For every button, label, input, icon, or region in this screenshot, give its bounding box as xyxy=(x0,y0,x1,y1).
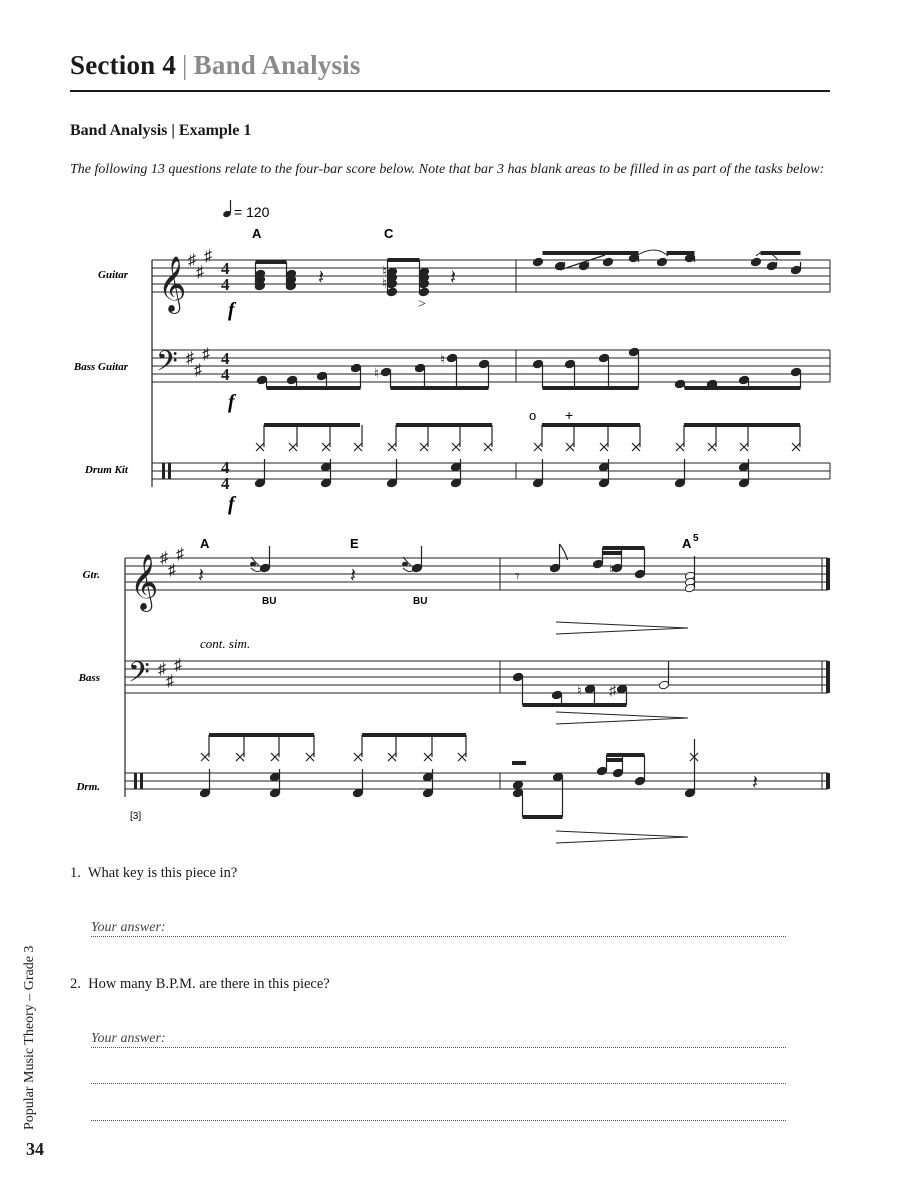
answer-label: Your answer: xyxy=(91,1031,166,1046)
cont-sim-text: cont. sim. xyxy=(200,636,251,651)
chord-symbol: A xyxy=(682,536,692,551)
tie xyxy=(636,250,668,256)
cymbal-x-notehead xyxy=(424,753,432,761)
instrument-label-drums: Drum Kit xyxy=(84,464,128,476)
question-number: 1. xyxy=(70,865,81,881)
grace-note xyxy=(250,562,256,566)
diminuendo-hairpin xyxy=(556,622,688,634)
natural-sign: ♮ xyxy=(577,683,582,698)
sharp-sign: ♯ xyxy=(186,350,194,367)
diminuendo-hairpin xyxy=(556,831,688,843)
cymbal-x-notehead xyxy=(420,443,428,451)
bass-clef: 𝄢 xyxy=(156,347,178,384)
page-number: 34 xyxy=(26,1139,44,1159)
quarter-rest: 𝄽 xyxy=(350,565,357,587)
cymbal-x-notehead xyxy=(306,753,314,761)
answer-label: Your answer: xyxy=(91,920,166,935)
bar-number: [3] xyxy=(130,811,142,822)
cymbal-x-notehead xyxy=(566,443,574,451)
percussion-clef xyxy=(168,463,171,479)
notehead xyxy=(602,257,613,267)
instrument-label-bass: Bass Guitar xyxy=(73,361,128,373)
question-2 xyxy=(70,976,330,993)
drum-closed-symbol: + xyxy=(565,407,574,423)
time-signature: 4 xyxy=(221,259,230,278)
bend-up-label: BU xyxy=(262,596,277,607)
chord-symbol: A xyxy=(200,536,210,551)
natural-sign: ♮ xyxy=(374,367,380,382)
cymbal-x-notehead xyxy=(256,443,264,451)
sharp-sign: ♯ xyxy=(174,657,182,674)
cymbal-x-notehead xyxy=(201,753,209,761)
sharp-sign: ♯ xyxy=(202,346,210,363)
example-title: Band Analysis | Example 1 xyxy=(70,122,252,139)
cymbal-x-notehead xyxy=(271,753,279,761)
tempo-marking xyxy=(222,200,269,220)
section-number: Section 4 xyxy=(70,50,177,80)
sharp-sign: ♯ xyxy=(176,546,184,563)
cymbal-x-notehead xyxy=(740,443,748,451)
treble-clef: 𝄞 xyxy=(130,556,159,609)
cymbal-x-notehead xyxy=(708,443,716,451)
question-number: 2. xyxy=(70,976,81,992)
cymbal-x-notehead xyxy=(458,753,466,761)
time-signature: 4 xyxy=(221,349,230,368)
instrument-label-gtr: Gtr. xyxy=(82,569,100,581)
sharp-sign: ♯ xyxy=(158,661,166,678)
notehead xyxy=(656,257,667,267)
cymbal-x-notehead xyxy=(452,443,460,451)
cymbal-x-notehead xyxy=(484,443,492,451)
cymbal-x-notehead xyxy=(534,443,542,451)
notehead xyxy=(750,257,761,267)
cymbal-x-notehead xyxy=(632,443,640,451)
sharp-sign: ♯ xyxy=(188,252,196,269)
sharp-sign: ♯ xyxy=(166,673,174,690)
percussion-clef xyxy=(162,463,165,479)
answer-line[interactable] xyxy=(91,936,786,937)
grace-note xyxy=(402,562,408,566)
accent-mark: > xyxy=(418,297,426,312)
treble-clef: 𝄞 xyxy=(158,258,187,311)
chord-symbol: A xyxy=(252,226,262,241)
quarter-rest: 𝄽 xyxy=(318,267,325,289)
percussion-clef xyxy=(134,773,137,789)
natural-sign: ♮ xyxy=(382,277,388,292)
question-text: What key is this piece in? xyxy=(87,865,238,881)
cymbal-x-notehead xyxy=(792,443,800,451)
question-text: How many B.P.M. are there in this piece? xyxy=(88,976,330,992)
half-rest xyxy=(512,761,526,765)
tempo-text: = 120 xyxy=(234,204,270,220)
cymbal-x-notehead xyxy=(354,753,362,761)
time-signature: 4 xyxy=(221,474,230,493)
instrument-label-guitar: Guitar xyxy=(98,269,128,281)
intro-text: The following 13 questions relate to the four-bar score below. Note that bar 3 has blank areas to be filled in as part of the tasks below: xyxy=(70,162,825,177)
diminuendo-hairpin xyxy=(556,712,688,724)
notehead xyxy=(532,257,543,267)
cymbal-x-notehead xyxy=(354,443,362,451)
natural-sign: ♮ xyxy=(382,265,388,280)
instrument-label-drm: Drm. xyxy=(76,781,100,793)
cymbal-x-notehead xyxy=(388,443,396,451)
chord-symbol: E xyxy=(350,536,359,551)
answer-line[interactable] xyxy=(91,1047,786,1048)
sharp-sign: ♯ xyxy=(194,362,202,379)
natural-sign: ♮ xyxy=(609,562,614,577)
cymbal-x-notehead xyxy=(388,753,396,761)
answer-line[interactable] xyxy=(91,1120,786,1121)
cymbal-x-notehead xyxy=(676,443,684,451)
drum-open-symbol: o xyxy=(529,408,537,423)
sharp-sign: ♯ xyxy=(204,248,212,265)
answer-line[interactable] xyxy=(91,1083,786,1084)
percussion-clef xyxy=(140,773,143,789)
section-title: Band Analysis xyxy=(193,50,361,80)
time-signature: 4 xyxy=(221,365,230,384)
dynamic-forte: f xyxy=(228,299,235,321)
cymbal-x-notehead xyxy=(322,443,330,451)
cymbal-x-notehead xyxy=(289,443,297,451)
dynamic-forte: f xyxy=(228,493,235,515)
bass-clef: 𝄢 xyxy=(128,658,150,695)
quarter-rest: 𝄽 xyxy=(450,267,457,289)
quarter-rest: 𝄽 xyxy=(198,565,205,587)
sharp-sign: ♯ xyxy=(196,264,204,281)
cymbal-x-notehead xyxy=(236,753,244,761)
dynamic-forte: f xyxy=(228,391,235,413)
time-signature: 4 xyxy=(221,275,230,294)
section-separator: | xyxy=(182,50,188,80)
eighth-rest: 𝄾 xyxy=(515,566,520,586)
natural-sign: ♮ xyxy=(440,353,446,368)
cymbal-x-notehead xyxy=(600,443,608,451)
book-title-sidebar: Popular Music Theory – Grade 3 xyxy=(22,945,37,1130)
sharp-sign: ♯ xyxy=(168,562,176,579)
time-signature: 4 xyxy=(221,458,230,477)
instrument-label-bass-short: Bass xyxy=(78,672,100,684)
chord-superscript: 5 xyxy=(693,533,699,544)
quarter-rest: 𝄽 xyxy=(752,772,759,794)
sharp-sign: ♯ xyxy=(609,684,616,699)
chord-symbol: C xyxy=(384,226,394,241)
sharp-sign: ♯ xyxy=(160,550,168,567)
question-1 xyxy=(70,865,237,882)
bend-up-label: BU xyxy=(413,596,428,607)
notehead xyxy=(512,780,523,790)
